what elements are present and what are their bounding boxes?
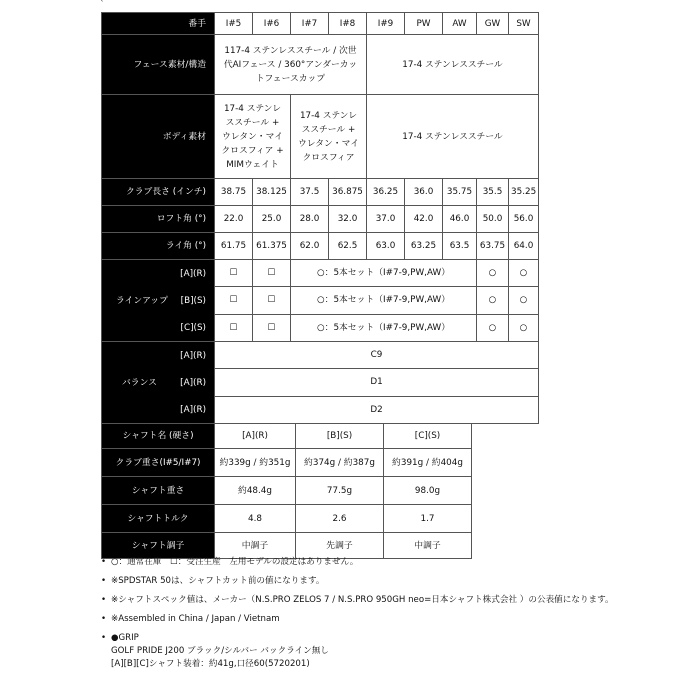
body-label: ボディ素材 xyxy=(102,95,215,179)
note-item xyxy=(101,594,661,607)
corner-mark: ˋ xyxy=(100,0,105,10)
lineup-set: ○：5本セット（I#7-9,PW,AW） xyxy=(291,287,477,314)
header-row xyxy=(102,13,539,35)
lineup-shaft: [C](S) xyxy=(180,322,206,333)
shaft-value: 1.7 xyxy=(384,505,472,533)
loft-value: 37.0 xyxy=(367,206,405,233)
loft-row xyxy=(102,206,539,233)
lineup-mark: ☐ xyxy=(253,260,291,287)
lie-row xyxy=(102,233,539,260)
lineup-cell xyxy=(102,260,215,342)
body-material-a: 17-4 ステンレススチール + ウレタン・マイクロスフィア + MIMウェイト xyxy=(215,95,291,179)
grip-line: [A][B][C]シャフト装着：約41g,口径60(5720201) xyxy=(111,659,310,669)
length-value: 35.75 xyxy=(443,179,477,206)
lie-value: 62.5 xyxy=(329,233,367,260)
balance-label: バランス xyxy=(122,377,157,388)
shaft-value: 先調子 xyxy=(296,533,384,559)
body-material-c: 17-4 ステンレススチール xyxy=(367,95,539,179)
loft-value: 56.0 xyxy=(509,206,539,233)
lineup-mark: ☐ xyxy=(253,287,291,314)
shaft-row-label: クラブ重さ(I#5/I#7) xyxy=(102,449,215,477)
shaft-name-label: シャフト名 (硬さ) xyxy=(102,424,215,449)
balance-shaft: [A](R) xyxy=(180,404,206,415)
shaft-row xyxy=(102,477,472,505)
col-header: I#6 xyxy=(253,13,291,35)
grip-title: ●GRIP xyxy=(111,633,139,643)
shaft-row-label: シャフトトルク xyxy=(102,505,215,533)
shaft-row-label: シャフト重さ xyxy=(102,477,215,505)
length-value: 35.25 xyxy=(509,179,539,206)
note-text: ※SPDSTAR 50は、シャフトカット前の値になります。 xyxy=(111,576,325,586)
shaft-row-label: シャフト調子 xyxy=(102,533,215,559)
loft-value: 25.0 xyxy=(253,206,291,233)
body-row xyxy=(102,95,539,179)
loft-value: 32.0 xyxy=(329,206,367,233)
col-header: GW xyxy=(477,13,509,35)
balance-shaft: [A](R) xyxy=(180,377,206,388)
lineup-mark: ○ xyxy=(509,287,539,314)
note-item xyxy=(101,613,661,626)
header-label: 番手 xyxy=(102,13,215,35)
lie-value: 63.75 xyxy=(477,233,509,260)
lineup-mark: ○ xyxy=(477,287,509,314)
bullet-icon: • xyxy=(101,595,107,605)
lie-label: ライ角 (°) xyxy=(102,233,215,260)
lineup-mark: ○ xyxy=(477,260,509,287)
spec-table xyxy=(101,12,539,424)
lineup-mark: ○ xyxy=(509,260,539,287)
shaft-header-row xyxy=(102,424,472,449)
lineup-row xyxy=(102,260,539,287)
shaft-value: 98.0g xyxy=(384,477,472,505)
bullet-icon: • xyxy=(101,633,107,643)
note-text: ○：通常在庫 ☐：受注生産 左用モデルの設定はありません。 xyxy=(111,557,359,567)
shaft-col-header: [A](R) xyxy=(215,424,296,449)
loft-value: 50.0 xyxy=(477,206,509,233)
lie-value: 62.0 xyxy=(291,233,329,260)
length-row xyxy=(102,179,539,206)
col-header: I#5 xyxy=(215,13,253,35)
lie-value: 63.5 xyxy=(443,233,477,260)
lineup-set: ○：5本セット（I#7-9,PW,AW） xyxy=(291,314,477,341)
shaft-value: 77.5g xyxy=(296,477,384,505)
bullet-icon: • xyxy=(101,576,107,586)
bullet-icon: • xyxy=(101,614,107,624)
shaft-row xyxy=(102,505,472,533)
lineup-label: ラインアップ xyxy=(116,295,168,306)
loft-value: 46.0 xyxy=(443,206,477,233)
lineup-set: ○：5本セット（I#7-9,PW,AW） xyxy=(291,260,477,287)
note-text: ※シャフトスペック値は、メーカー（N.S.PRO ZELOS 7 / N.S.PRO 950GH neo=日本シャフト株式会社 ）の公表値になります。 xyxy=(111,595,614,605)
shaft-value: 約391g / 約404g xyxy=(384,449,472,477)
loft-value: 22.0 xyxy=(215,206,253,233)
length-value: 35.5 xyxy=(477,179,509,206)
col-header: PW xyxy=(405,13,443,35)
lie-value: 63.25 xyxy=(405,233,443,260)
shaft-value: 中調子 xyxy=(384,533,472,559)
lineup-mark: ○ xyxy=(509,314,539,341)
lie-value: 61.75 xyxy=(215,233,253,260)
length-value: 37.5 xyxy=(291,179,329,206)
length-label: クラブ長さ (インチ) xyxy=(102,179,215,206)
note-item xyxy=(101,556,661,569)
col-header: I#8 xyxy=(329,13,367,35)
shaft-value: 約48.4g xyxy=(215,477,296,505)
lineup-shaft: [B](S) xyxy=(180,295,206,306)
shaft-col-header: [C](S) xyxy=(384,424,472,449)
lineup-mark: ○ xyxy=(477,314,509,341)
lie-value: 64.0 xyxy=(509,233,539,260)
shaft-value: 約339g / 約351g xyxy=(215,449,296,477)
loft-value: 42.0 xyxy=(405,206,443,233)
balance-cell xyxy=(102,342,215,424)
shaft-row xyxy=(102,449,472,477)
grip-line: GOLF PRIDE J200 ブラック/シルバー バックライン無し xyxy=(111,646,329,656)
shaft-value: 中調子 xyxy=(215,533,296,559)
shaft-value: 約374g / 約387g xyxy=(296,449,384,477)
lineup-mark: ☐ xyxy=(215,314,253,341)
loft-value: 28.0 xyxy=(291,206,329,233)
length-value: 36.25 xyxy=(367,179,405,206)
length-value: 38.125 xyxy=(253,179,291,206)
lie-value: 61.375 xyxy=(253,233,291,260)
face-material-a: 117-4 ステンレススチール / 次世代AIフェース / 360°アンダーカットフェースカップ xyxy=(215,35,367,95)
length-value: 36.875 xyxy=(329,179,367,206)
shaft-value: 4.8 xyxy=(215,505,296,533)
shaft-value: 2.6 xyxy=(296,505,384,533)
grip-note xyxy=(101,632,661,645)
lineup-mark: ☐ xyxy=(253,314,291,341)
col-header: SW xyxy=(509,13,539,35)
face-row xyxy=(102,35,539,95)
lineup-shaft: [A](R) xyxy=(180,268,206,279)
shaft-row xyxy=(102,533,472,559)
col-header: AW xyxy=(443,13,477,35)
balance-shaft: [A](R) xyxy=(180,350,206,361)
shaft-table xyxy=(101,423,472,559)
balance-row xyxy=(102,342,539,369)
face-material-b: 17-4 ステンレススチール xyxy=(367,35,539,95)
shaft-col-header: [B](S) xyxy=(296,424,384,449)
notes-list xyxy=(101,556,661,671)
length-value: 38.75 xyxy=(215,179,253,206)
bullet-icon: • xyxy=(101,557,107,567)
col-header: I#7 xyxy=(291,13,329,35)
note-text: ※Assembled in China / Japan / Vietnam xyxy=(111,614,280,624)
balance-value: D2 xyxy=(215,396,539,423)
note-item xyxy=(101,575,661,588)
lineup-mark: ☐ xyxy=(215,287,253,314)
lineup-mark: ☐ xyxy=(215,260,253,287)
col-header: I#9 xyxy=(367,13,405,35)
face-label: フェース素材/構造 xyxy=(102,35,215,95)
lie-value: 63.0 xyxy=(367,233,405,260)
balance-value: D1 xyxy=(215,369,539,396)
balance-value: C9 xyxy=(215,342,539,369)
body-material-b: 17-4 ステンレススチール + ウレタン・マイクロスフィア xyxy=(291,95,367,179)
length-value: 36.0 xyxy=(405,179,443,206)
loft-label: ロフト角 (°) xyxy=(102,206,215,233)
